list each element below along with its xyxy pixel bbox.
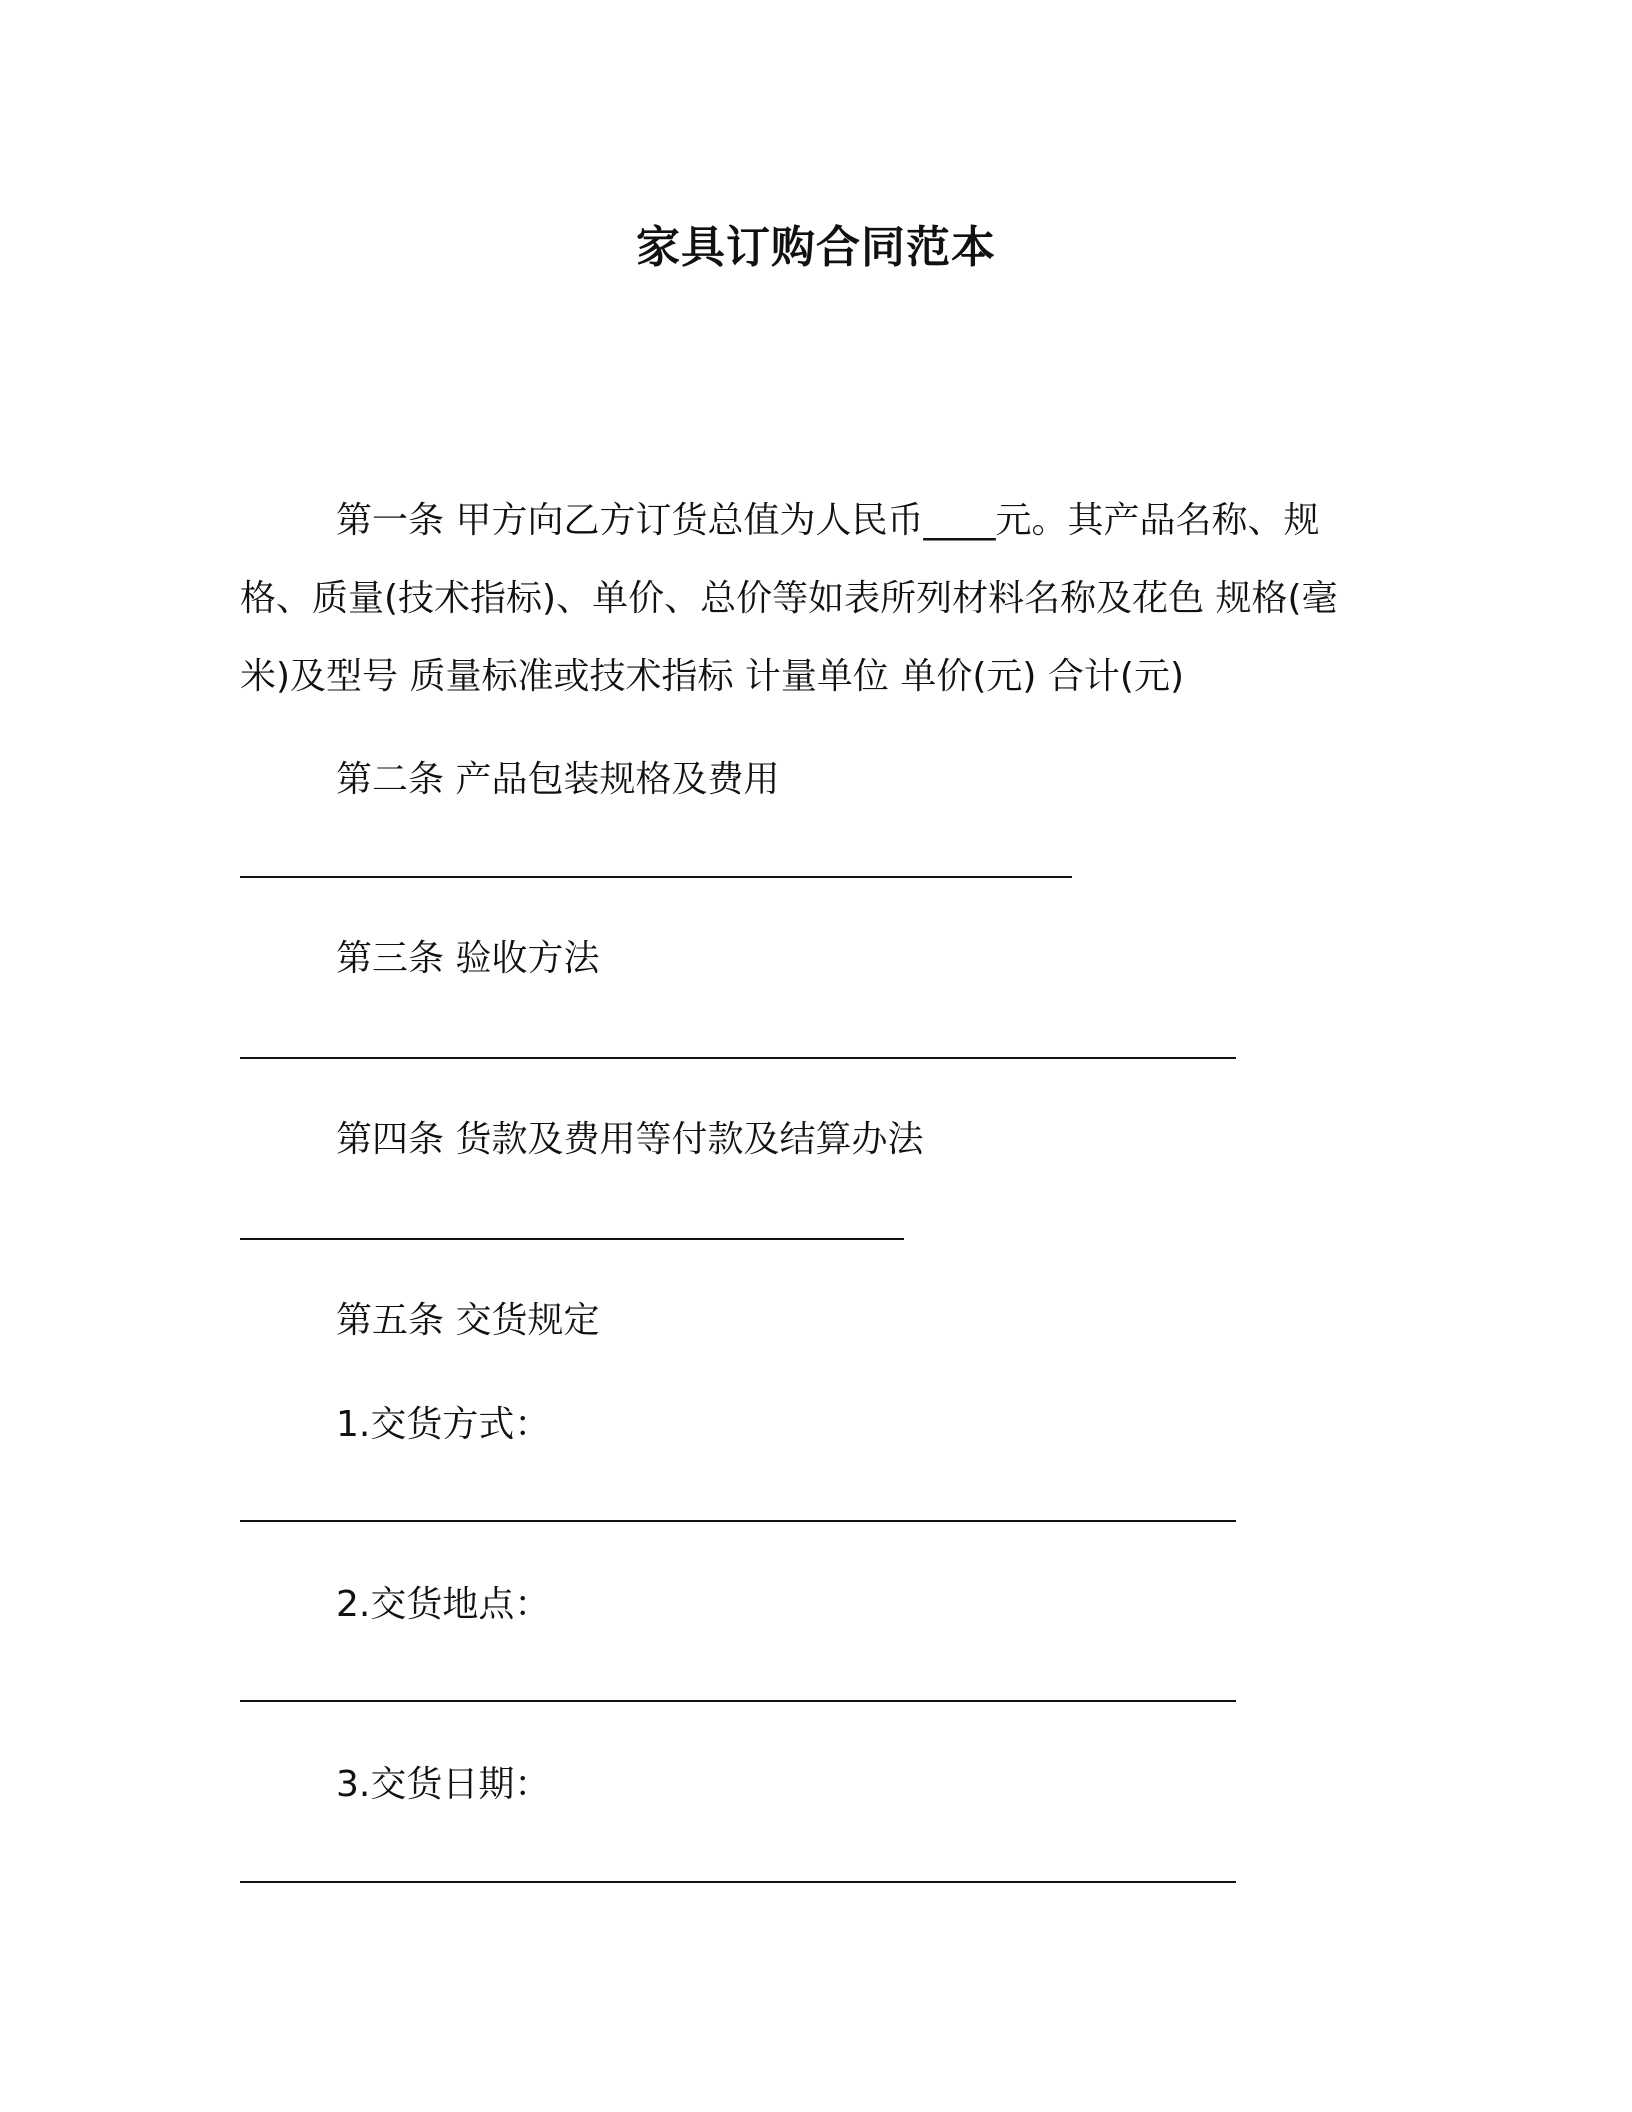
delivery-date-label: 3.交货日期： bbox=[336, 1764, 551, 1805]
delivery-place-label: 2.交货地点： bbox=[336, 1584, 551, 1625]
delivery-method-blank-line bbox=[240, 1520, 1236, 1522]
article-2-blank-line bbox=[240, 876, 1072, 878]
article-4-blank-line bbox=[240, 1238, 904, 1240]
article-3-heading: 第三条 验收方法 bbox=[336, 938, 600, 979]
article-3-blank-line bbox=[240, 1057, 1236, 1059]
article-4-heading: 第四条 货款及费用等付款及结算办法 bbox=[336, 1119, 924, 1160]
delivery-method-label: 1.交货方式： bbox=[336, 1404, 551, 1445]
article-5-heading: 第五条 交货规定 bbox=[336, 1300, 600, 1341]
article-2-heading: 第二条 产品包装规格及费用 bbox=[336, 759, 780, 800]
delivery-place-blank-line bbox=[240, 1700, 1236, 1702]
document-title: 家具订购合同范本 bbox=[636, 222, 996, 273]
article-1-text: 第一条 甲方向乙方订货总值为人民币____元。其产品名称、规格、质量(技术指标)、单价、总价等如表所列材料名称及花色 规格(毫米)及型号 质量标准或技术指标 计量单位 单价(元) 合计(元) bbox=[240, 500, 1338, 697]
delivery-date-blank-line bbox=[240, 1881, 1236, 1883]
